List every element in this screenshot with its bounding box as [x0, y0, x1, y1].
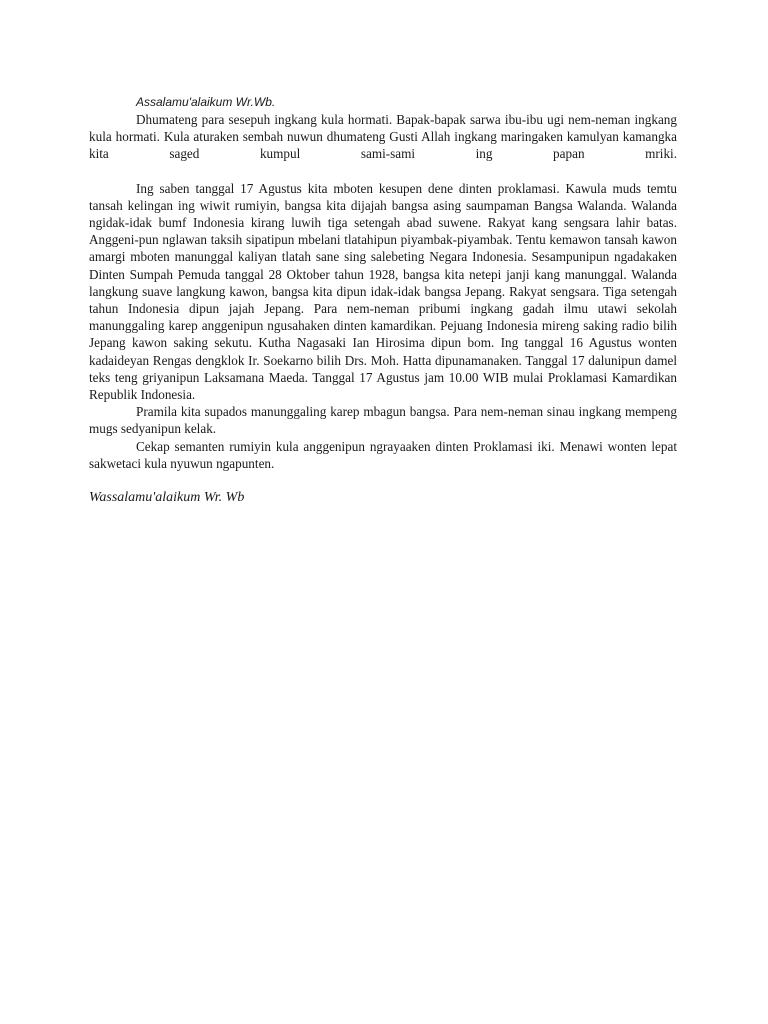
greeting: Assalamu'alaikum Wr.Wb. — [136, 95, 276, 109]
closing-salutation: Wassalamu'alaikum Wr. Wb — [89, 490, 245, 506]
closing-paragraph: Cekap semanten rumiyin kula anggenipun ngrayaaken dinten Proklamasi iki. Menawi wonten lepat sakwetaci kula nyuwun ngapunten. — [89, 438, 677, 471]
paragraph-spacer — [89, 163, 677, 180]
letter-page — [89, 94, 677, 506]
history-paragraph: Ing saben tanggal 17 Agustus kita mboten kesupen dene dinten proklamasi. Kawula muds temtu tansah kelingan ing wiwit rumiyin, bangsa kita dijajah bangsa asing saumpaman Bangsa Walanda. Walanda ngidak-idak bumf Indonesia kirang luwih tiga setengah abad suwene. Rakyat kang sengsara lahir batas. Anggeni-pun nglawan taksih sipatipun mbelani tlatahipun piyambak-piyambak. Tentu kemawon tansah kawon amargi mboten manunggal kaliyan tlatah sane sing salebeting Negara Indonesia. Sesampunipun ngadakaken Dinten Sumpah Pemuda tanggal 28 Oktober tahun 1928, bangsa kita netepi janji kang manunggal. Walanda langkung suave langkung kawon, bangsa kita dipun idak-idak bangsa Jepang. Rakyat sengsara. Tiga setengah tahun Indonesia dipun jajah Jepang. Para nem-neman pribumi ingkang gadah ilmu utawi sekolah manunggaling karep anggenipun ngusahaken dinten kamardikan. Pejuang Indonesia mireng saking radio bilih Jepang kawon saking sekutu. Kutha Nagasaki Ian Hirosima dipun bom. Ing tanggal 16 Agustus wonten kadaideyan Rengas dengklok Ir. Soekarno bilih Drs. Moh. Hatta dipunamanaken. Tanggal 17 dalunipun damel teks teng griyanipun Laksamana Maeda. Tanggal 17 Agustus jam 10.00 WIB mulai Proklamasi Kamardikan Republik Indonesia. — [89, 180, 677, 403]
opening-paragraph: Dhumateng para sesepuh ingkang kula hormati. Bapak-bapak sarwa ibu-ibu ugi nem-neman ingkang kula hormati. Kula aturaken sembah nuwun dhumateng Gusti Allah ingkang maringaken kamulyan kamangka kita saged kumpul sami-sami ing papan mriki. — [89, 112, 677, 162]
appeal-paragraph: Pramila kita supados manunggaling karep mbagun bangsa. Para nem-neman sinau ingkang mempeng mugs sedyanipun kelak. — [89, 404, 677, 437]
